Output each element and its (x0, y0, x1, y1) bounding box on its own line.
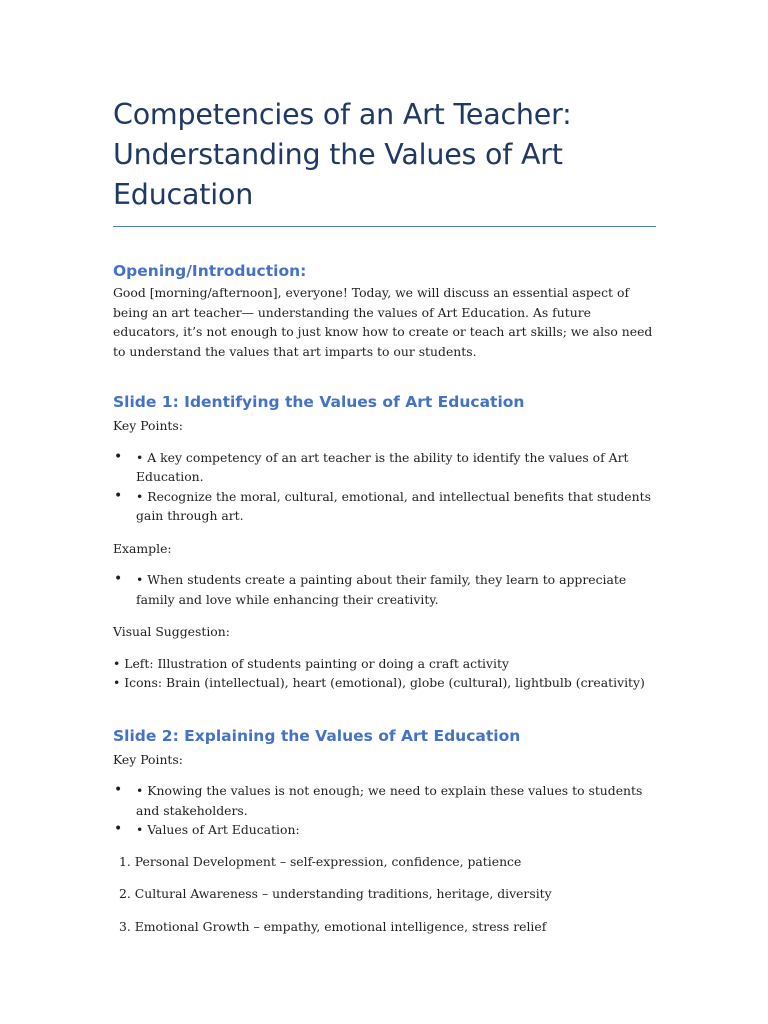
list-item: 2. Cultural Awareness – understanding traditions, heritage, diversity (119, 886, 552, 901)
slide2-key-points-label: Key Points: (113, 751, 183, 767)
list-item: • • A key competency of an art teacher is the ability to identify the values of Art Education. (113, 448, 656, 487)
slide2-heading: Slide 2: Explaining the Values of Art Education (113, 726, 521, 745)
slide1-example-label: Example: (113, 540, 172, 556)
intro-paragraph: Good [morning/afternoon], everyone! Today, we will discuss an essential aspect of being an art teacher— understanding the values of Art Education. As future educators, it’s not enough to just know how to create or teach art skills; we also need to understand the values that art imparts to our students. (113, 285, 653, 359)
slide2-key-points-list (113, 781, 656, 840)
list-item: 1. Personal Development – self-expression, confidence, patience (119, 853, 522, 869)
document-content (113, 95, 656, 936)
visual-line: • Icons: Brain (intellectual), heart (emotional), globe (cultural), lightbulb (creativity) (113, 675, 645, 690)
slide1-visual-lines (113, 654, 656, 693)
slide1-heading: Slide 1: Identifying the Values of Art Education (113, 393, 525, 411)
visual-line: • Left: Illustration of students painting or doing a craft activity (113, 655, 509, 671)
list-item: 3. Emotional Growth – empathy, emotional intelligence, stress relief (119, 918, 547, 934)
slide1-key-points-list (113, 448, 656, 526)
slide1-example-list (113, 570, 656, 609)
intro-heading: Opening/Introduction: (113, 262, 307, 280)
list-item: • • Values of Art Education: (113, 820, 656, 840)
slide1-visual-label: Visual Suggestion: (113, 624, 230, 639)
list-item: • • When students create a painting about their family, they learn to appreciate family and love while enhancing their creativity. (113, 570, 656, 609)
list-item: • • Knowing the values is not enough; we need to explain these values to students and stakeholders. (113, 781, 656, 820)
slide1-key-points-label: Key Points: (113, 418, 183, 433)
list-item: • • Recognize the moral, cultural, emotional, and intellectual benefits that students gain through art. (113, 487, 656, 526)
title-underline (113, 226, 656, 227)
slide2-values-list (113, 852, 656, 937)
document-title: Competencies of an Art Teacher: Understanding the Values of Art Education (113, 98, 572, 211)
